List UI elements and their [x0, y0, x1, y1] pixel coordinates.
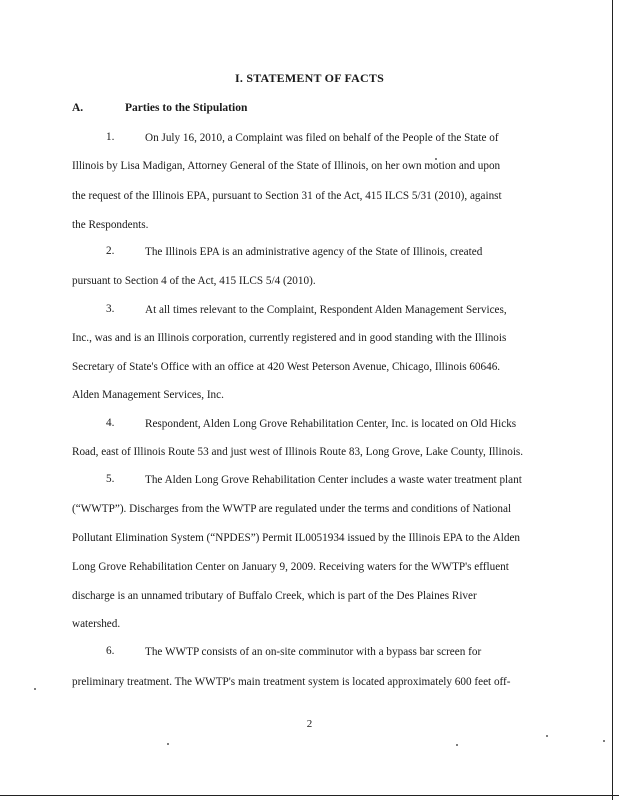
scan-speck — [546, 735, 548, 737]
paragraph-number: 5. — [106, 473, 115, 485]
paragraph-number: 3. — [106, 303, 115, 315]
paragraph-line: pursuant to Section 4 of the Act, 415 ILCS 5/4 (2010). — [72, 275, 316, 287]
scan-edge-line — [0, 795, 619, 796]
scan-speck — [34, 688, 36, 690]
subsection-title: Parties to the Stipulation — [125, 102, 248, 114]
paragraph-line: The WWTP consists of an on-site comminutor with a bypass bar screen for — [145, 646, 482, 658]
paragraph-line: The Alden Long Grove Rehabilitation Center includes a waste water treatment plant — [145, 474, 522, 486]
paragraph-line: Respondent, Alden Long Grove Rehabilitation Center, Inc. is located on Old Hicks — [145, 418, 517, 430]
paragraph-number: 2. — [106, 245, 115, 257]
paragraph-line: preliminary treatment. The WWTP's main treatment system is located approximately 600 feet off- — [72, 676, 511, 688]
paragraph-line: (“WWTP”). Discharges from the WWTP are regulated under the terms and conditions of National — [72, 503, 512, 515]
scan-speck — [456, 744, 458, 746]
paragraph-line: the request of the Illinois EPA, pursuant to Section 31 of the Act, 415 ILCS 5/31 (2010), against — [72, 190, 502, 202]
scan-speck — [435, 158, 437, 160]
paragraph-line: watershed. — [72, 618, 121, 630]
page-number: 2 — [306, 718, 313, 730]
paragraph-number: 6. — [106, 645, 115, 657]
scan-edge-line — [612, 0, 613, 800]
paragraph-line: Secretary of State's Office with an office at 420 West Peterson Avenue, Chicago, Illinois 60646. — [72, 361, 501, 373]
paragraph-line: On July 16, 2010, a Complaint was filed on behalf of the People of the State of — [145, 132, 499, 144]
paragraph-line: discharge is an unnamed tributary of Buffalo Creek, which is part of the Des Plaines River — [72, 590, 477, 602]
paragraph-number: 1. — [106, 131, 115, 143]
paragraph-number: 4. — [106, 417, 115, 429]
paragraph-line: The Illinois EPA is an administrative agency of the State of Illinois, created — [145, 246, 483, 258]
paragraph-line: the Respondents. — [72, 219, 149, 231]
paragraph-line: Road, east of Illinois Route 53 and just west of Illinois Route 83, Long Grove, Lake County, Illinois. — [72, 446, 524, 458]
paragraph-line: Inc., was and is an Illinois corporation, currently registered and in good standing with the Illinois — [72, 332, 507, 344]
paragraph-line: Pollutant Elimination System (“NPDES”) Permit IL0051934 issued by the Illinois EPA to the Alden — [72, 532, 521, 544]
paragraph-line: Long Grove Rehabilitation Center on January 9, 2009. Receiving waters for the WWTP's effluent — [72, 561, 509, 573]
paragraph-line: Illinois by Lisa Madigan, Attorney General of the State of Illinois, on her own motion and upon — [72, 160, 501, 172]
scan-speck — [603, 740, 605, 742]
subsection-letter: A. — [72, 102, 84, 114]
paragraph-line: Alden Management Services, Inc. — [72, 389, 224, 401]
paragraph-line: At all times relevant to the Complaint, Respondent Alden Management Services, — [145, 304, 507, 316]
scan-speck — [167, 743, 169, 745]
section-heading: I. STATEMENT OF FACTS — [235, 71, 384, 85]
